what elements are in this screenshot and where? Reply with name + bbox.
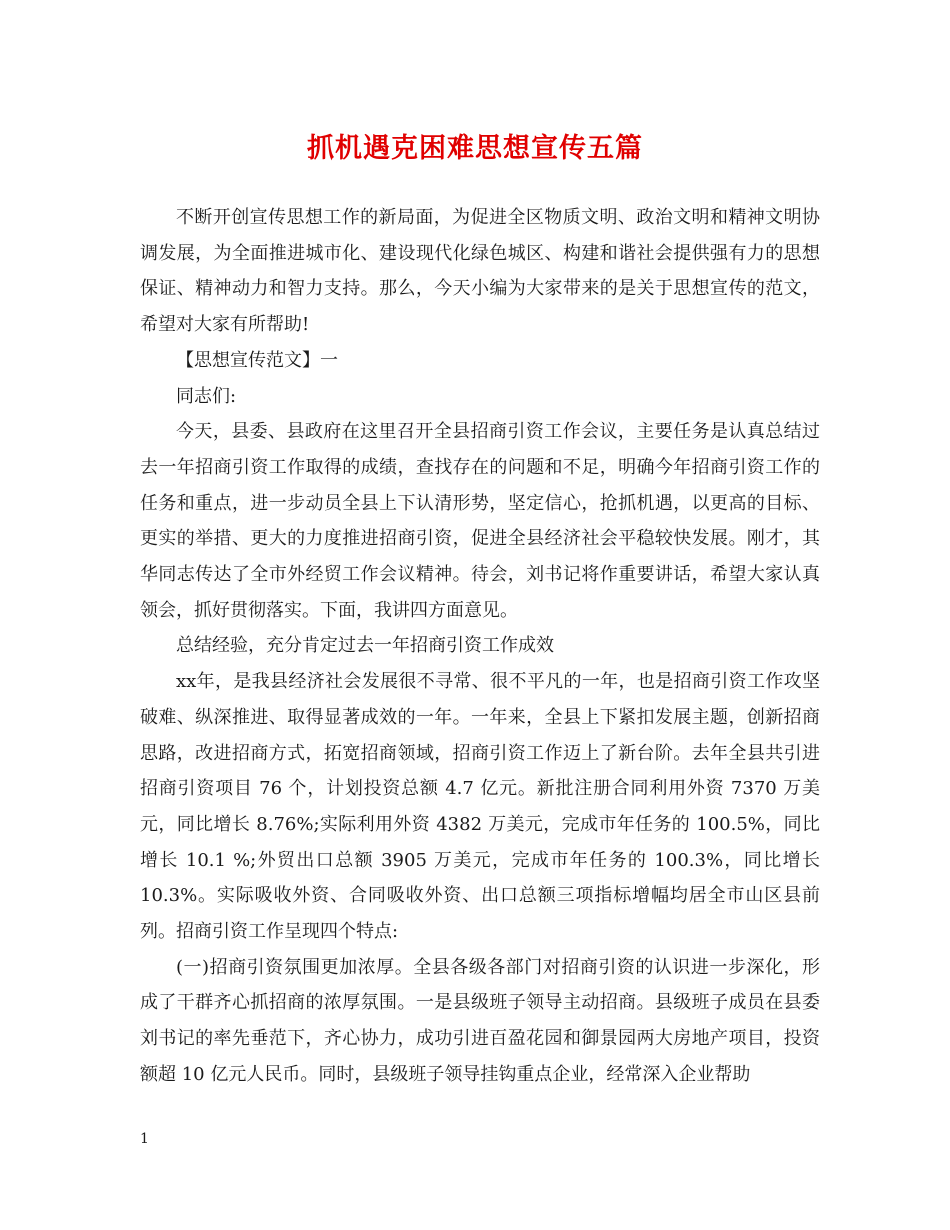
paragraph-section-heading: 【思想宣传范文】一	[176, 349, 338, 371]
page-number: 1	[140, 1131, 149, 1147]
paragraph-results: xx年，是我县经济社会发展很不寻常、很不平凡的一年，也是招商引资工作攻坚破难、纵深推进、取得显著成效的一年。一年来，全县上下紧扣发展主题，创新招商思路，改进招商方式，拓宽招商领域，招商引资工作迈上了新台阶。去年全县共引进招商引资项目 76 个，计划投资总额 4.7 亿元。新批注册合同利用外资 7370 万美元，同比增长 8.76%;实际利用外资 4382 万美元，完成市年任务的 100.5%，同比增长 10.1 %;外贸出口总额 3905 万美元，完成市年任务的 100.3%，同比增长 10.3%。实际吸收外资、合同吸收外资、出口总额三项指标增幅均居全市山区县前列。招商引资工作呈现四个特点:	[140, 671, 820, 943]
document-body	[140, 200, 820, 1093]
document-title: 抓机遇克困难思想宣传五篇	[307, 133, 643, 164]
paragraph-point-one: (一)招商引资氛围更加浓厚。全县各级各部门对招商引资的认识进一步深化，形成了干群齐心抓招商的浓厚氛围。一是县级班子领导主动招商。县级班子成员在县委刘书记的率先垂范下，齐心协力，成功引进百盈花园和御景园两大房地产项目，投资额超 10 亿元人民币。同时，县级班子领导挂钩重点企业，经常深入企业帮助	[140, 956, 820, 1085]
paragraph-opening: 今天，县委、县政府在这里召开全县招商引资工作会议，主要任务是认真总结过去一年招商引资工作取得的成绩，查找存在的问题和不足，明确今年招商引资工作的任务和重点，进一步动员全县上下认清形势，坚定信心，抢抓机遇，以更高的目标、更实的举措、更大的力度推进招商引资，促进全县经济社会平稳较快发展。刚才，其华同志传达了全市外经贸工作会议精神。待会，刘书记将作重要讲话，希望大家认真领会，抓好贯彻落实。下面，我讲四方面意见。	[140, 421, 820, 621]
paragraph-salutation: 同志们:	[176, 385, 237, 407]
paragraph-intro: 不断开创宣传思想工作的新局面，为促进全区物质文明、政治文明和精神文明协调发展，为全面推进城市化、建设现代化绿色城区、构建和谐社会提供强有力的思想保证、精神动力和智力支持。那么，今天小编为大家带来的是关于思想宣传的范文，希望对大家有所帮助!	[140, 207, 820, 336]
paragraph-subheading: 总结经验，充分肯定过去一年招商引资工作成效	[176, 635, 554, 657]
